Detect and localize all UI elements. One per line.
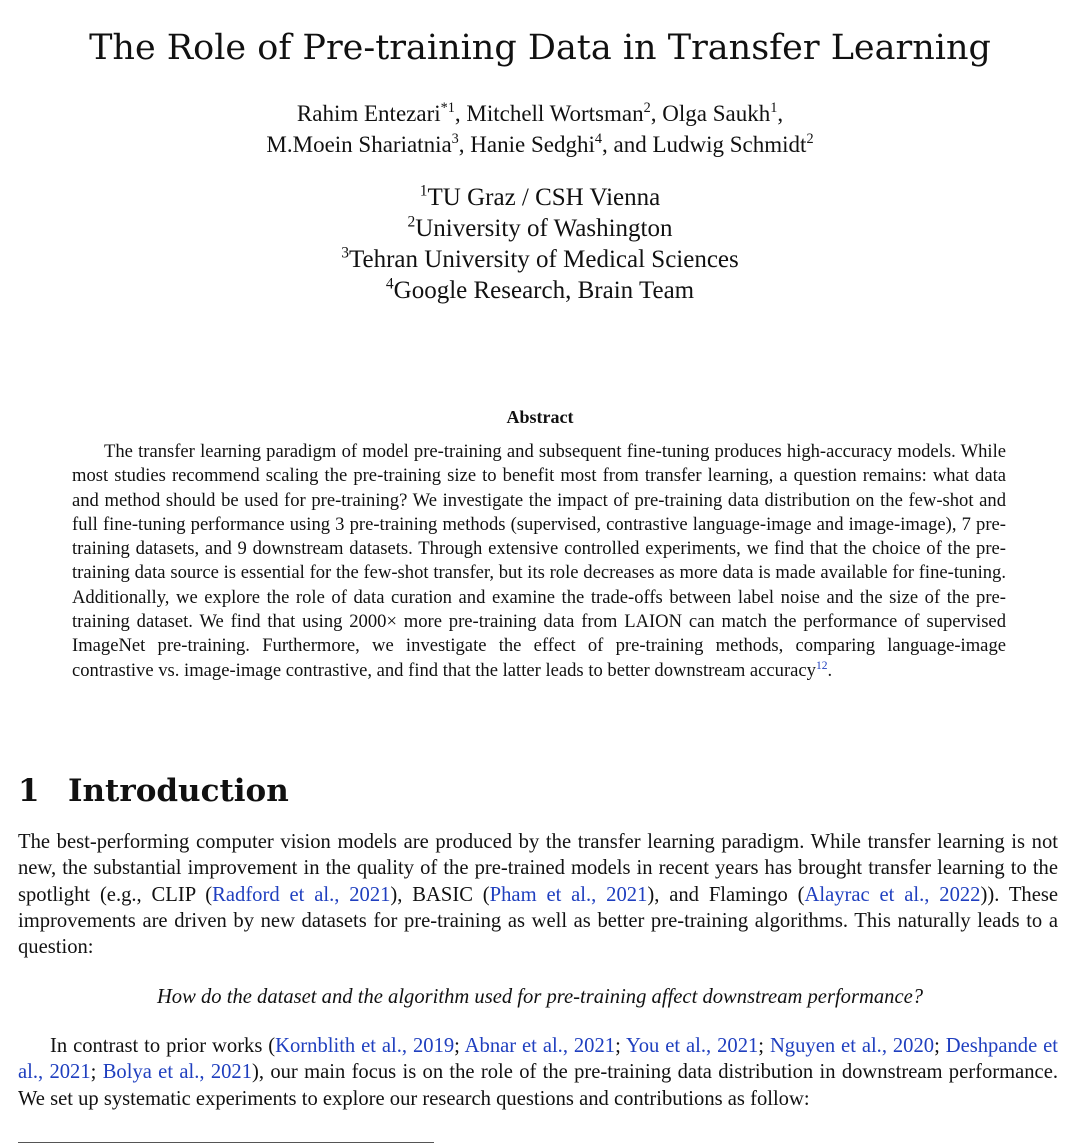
citation-link[interactable]: Abnar et al., 2021 [464,1035,616,1057]
paragraph-text: ), and Flamingo ( [647,883,805,906]
affiliation-mark: 3 [341,244,349,262]
abstract-period: . [827,659,833,681]
citation-separator: ; [90,1061,103,1084]
affiliation-mark: 4 [385,275,394,293]
affiliation-list [0,182,1080,306]
citation-link[interactable]: Nguyen et al., 2020 [769,1035,935,1057]
research-question: How do the dataset and the algorithm used for pre-training affect downstream performance? [156,986,924,1008]
paragraph-text: In contrast to prior works ( [50,1035,276,1057]
citation-link[interactable]: Kornblith et al., 2019 [275,1035,455,1057]
affiliation [0,182,1080,213]
section-heading [18,772,289,810]
citation-link[interactable]: Pham et al., 2021 [489,883,648,906]
author-affil-mark: 4 [594,131,602,148]
citation-link[interactable]: Radford et al., 2021 [212,883,391,906]
affiliation [0,275,1080,306]
section-title: Introduction [68,773,289,809]
affiliation-name: University of Washington [415,215,673,242]
author-name: Rahim Entezari [296,101,441,126]
abstract-heading: Abstract [506,407,574,427]
paragraph-text: The best-performing computer vision models are produced by the transfer learning paradigm. While transfer learning is not new, the substantial improvement in the quality of the pre-trained models in recent years has brought transfer learning to the spotlight (e.g., CLIP ( [18,831,1058,906]
citation-separator: ; [454,1035,465,1057]
affiliation-mark: 1 [419,182,428,200]
affiliation-name: Google Research, Brain Team [393,277,695,304]
affiliation [0,244,1080,275]
paragraph-text: ), BASIC ( [390,883,490,906]
author-name: Hanie Sedghi [470,132,595,157]
paragraph-text: )). These improvements are driven by new datasets for pre-training as well as better pre-training algorithms. This naturally leads to a question: [18,883,1059,959]
citation-separator: ; [934,1035,946,1057]
citation-link[interactable]: Bolya et al., 2021 [102,1061,253,1084]
affiliation-name: Tehran University of Medical Sciences [348,246,739,273]
author-name: Olga Saukh [662,101,771,126]
affiliation [0,213,1080,244]
abstract-body [72,440,1006,683]
citation-link[interactable]: You et al., 2021 [625,1035,759,1057]
citation-separator: ; [758,1035,770,1057]
affiliation-name: TU Graz / CSH Vienna [427,184,661,211]
abstract-text: The transfer learning paradigm of model pre-training and subsequent fine-tuning produces high-accuracy models. While most studies recommend scaling the pre-training size to benefit most from transfer learning, a question remains: what data and method should be used for pre-training? We investigate the impact of pre-training data distribution on the few-shot and full fine-tuning performance using 3 pre-training methods (supervised, contrastive language-image and image-image), 7 pre-training datasets, and 9 downstream datasets. Through extensive controlled experiments, we find that the choice of the pre-training data source is essential for the few-shot transfer, but its role decreases as more data is made available for fine-tuning. Additionally, we explore the role of data curation and examine the trade-offs between label noise and the size of the pre-training dataset. We find that using 2000× more pre-training data from LAION can match the performance of supervised ImageNet pre-training. Furthermore, we investigate the effect of pre-training methods, comparing language-image contrastive vs. image-image contrastive, and find that the latter leads to better downstream accuracy [72,441,1006,681]
intro-paragraph-1 [18,829,1058,960]
affiliation-mark: 2 [407,213,416,231]
footnote-link[interactable]: 12 [815,659,828,672]
author-name: M.Moein Shariatnia [266,132,452,157]
footnote-rule [18,1142,434,1143]
author-affil-mark: *1 [440,100,455,117]
citation-link[interactable]: Deshpande et al., 2021 [18,1035,1058,1084]
author-affil-mark: 1 [770,100,778,117]
intro-paragraph-2 [18,1033,1058,1112]
author-name: Mitchell Wortsman [466,101,644,126]
paragraph-text: ), our main focus is on the role of the pre-training data distribution in downstream performance. We set up systematic experiments to explore our research questions and contributions as follow: [18,1061,1058,1110]
author-name: Ludwig Schmidt [652,132,807,157]
citation-separator: ; [615,1035,626,1057]
author-affil-mark: 3 [451,131,459,148]
section-number: 1 [18,773,40,809]
author-affil-mark: 2 [806,131,814,148]
paper-title: The Role of Pre-training Data in Transfer Learning [89,28,991,68]
author-affil-mark: 2 [643,100,651,117]
citation-link[interactable]: Alayrac et al., 2022 [804,883,981,906]
author-list: Rahim Entezari$^{*1}$, Mitchell Wortsman$^2$, Olga Saukh$^1$, M.Moein Shariatnia$^3$, Hanie Sedghi$^4$, and Ludwig Schmidt$^2$ [266,100,814,157]
